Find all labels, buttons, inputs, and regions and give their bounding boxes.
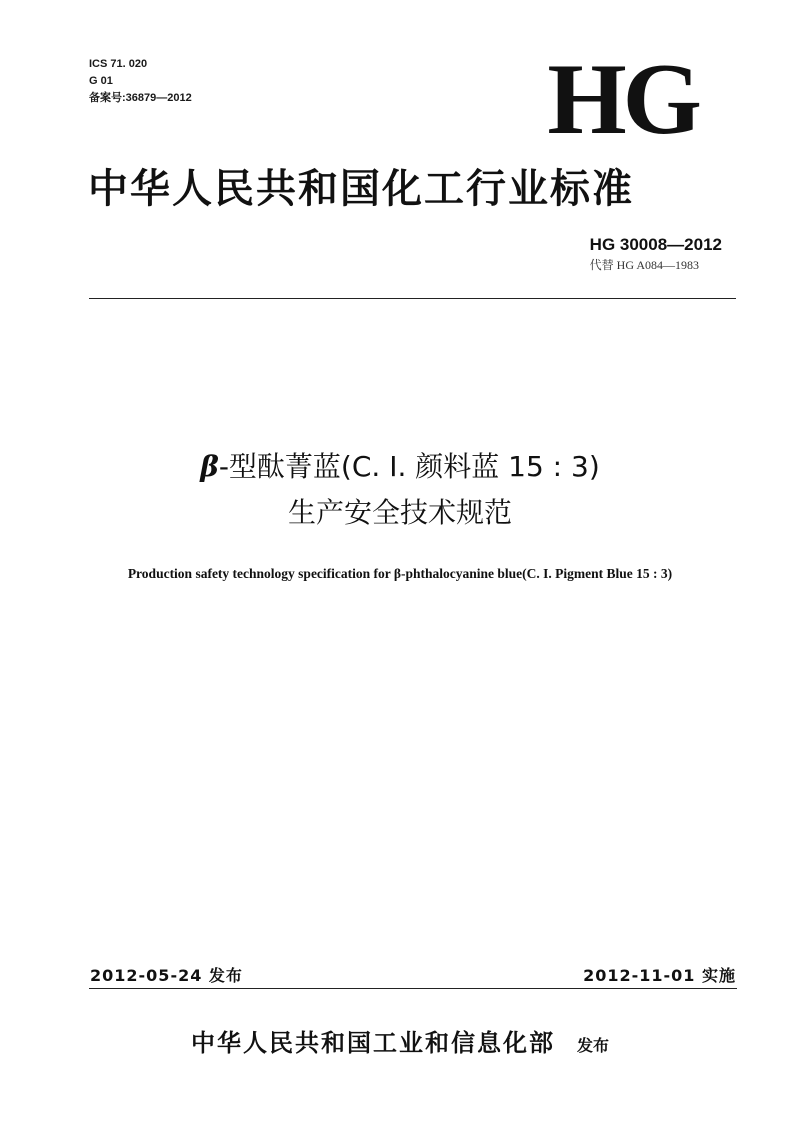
beta-symbol: β [200,450,219,483]
classification-code: G 01 [89,75,113,87]
english-title: Production safety technology specification for β-phthalocyanine blue(C. I. Pigment Blue 15 : 3) [127,566,673,581]
document-title-line1-text: -型酞菁蓝(C. I. 颜料蓝 15 : 3) [218,450,600,483]
ics-code: ICS 71. 020 [89,58,148,70]
hg-logo: HG [547,43,698,156]
publisher-org: 中华人民共和国工业和信息化部 [190,1029,555,1057]
record-number: 备案号:36879—2012 [89,92,192,104]
issue-date: 2012-05-24 发布 [90,966,243,985]
standard-code: HG 30008—2012 [589,235,722,254]
publisher-action: 发布 [576,1036,609,1055]
header-divider [89,298,736,299]
standard-code-block [590,234,722,274]
footer-divider [89,988,737,989]
replaces-code: 代替 HG A084—1983 [589,258,700,272]
document-title-line1 [0,444,800,490]
document-title-line2: 生产安全技术规范 [287,496,512,529]
publisher [0,1028,800,1061]
standard-title: 中华人民共和国化工行业标准 [88,166,634,212]
implementation-date: 2012-11-01 实施 [583,966,736,985]
classification-block [89,56,192,107]
document-title [0,444,800,536]
